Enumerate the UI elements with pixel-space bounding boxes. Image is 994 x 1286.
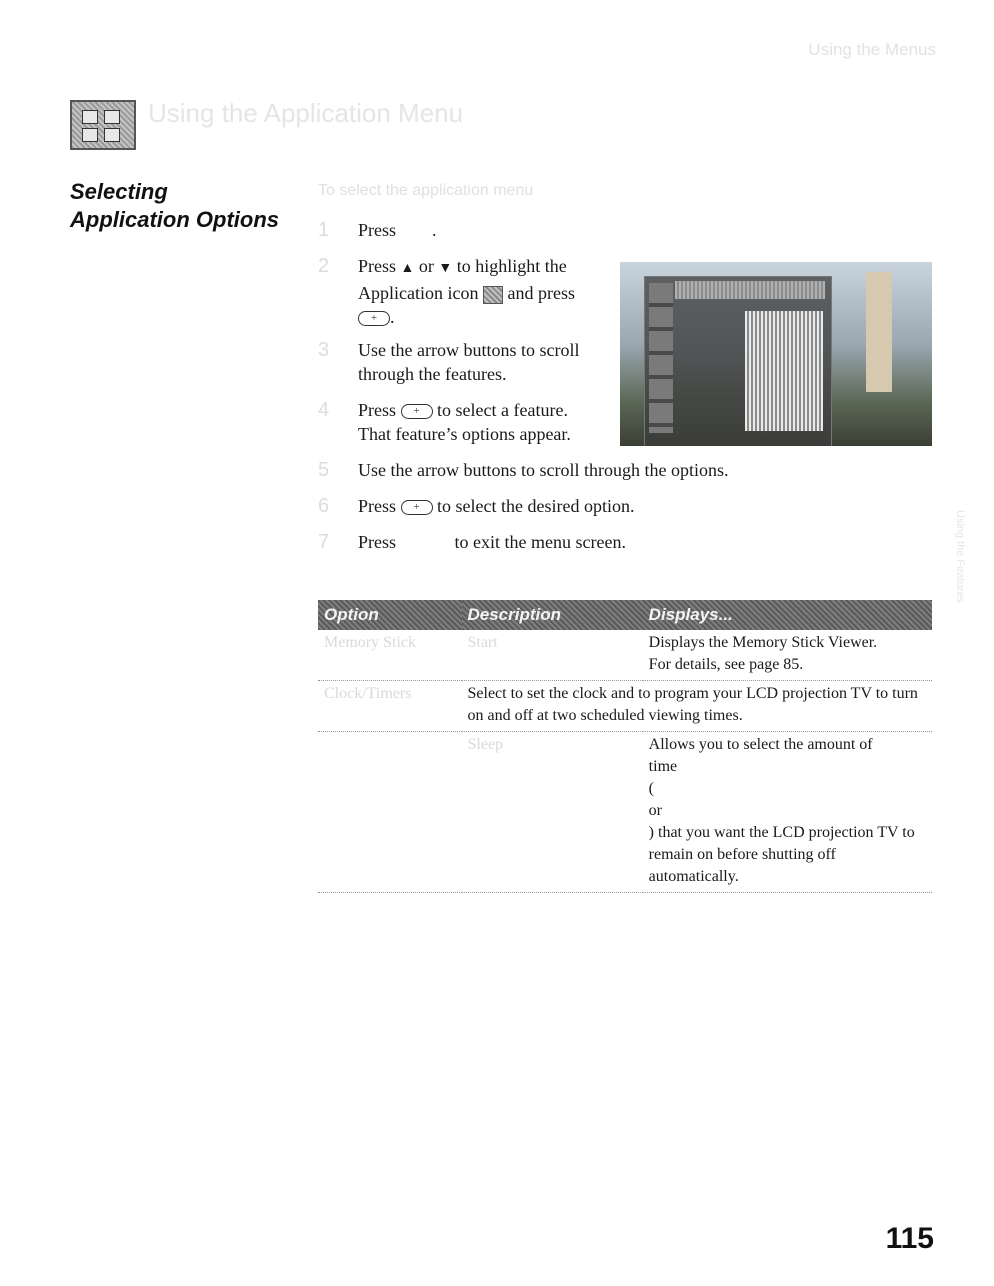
step-6 <box>318 494 634 518</box>
displays-text: For details, see page 85. <box>648 656 804 673</box>
options-table <box>318 600 932 893</box>
step-number: 4 <box>318 399 330 421</box>
description-cell: Start <box>462 630 643 681</box>
enter-button-icon: + <box>358 311 390 326</box>
intro-text: To select the application menu <box>318 182 534 199</box>
step-text: . <box>432 220 437 240</box>
step-text: or <box>418 256 434 276</box>
step-number: 1 <box>318 219 330 241</box>
table-header-row <box>318 600 932 630</box>
step-text: Press <box>358 256 397 276</box>
up-arrow-icon: ▲ <box>400 261 415 276</box>
option-cell <box>318 732 462 893</box>
column-header: Displays... <box>643 600 932 630</box>
step-text: Use the arrow buttons to scroll <box>358 340 580 360</box>
step-7 <box>318 530 626 554</box>
side-heading <box>70 178 279 234</box>
down-arrow-icon: ▼ <box>438 261 453 276</box>
step-4 <box>318 398 618 446</box>
enter-button-icon: + <box>401 404 433 419</box>
step-1 <box>318 218 437 242</box>
column-header: Description <box>462 600 643 630</box>
application-icon <box>483 286 503 304</box>
step-text: Press <box>358 532 397 552</box>
table-row <box>318 630 932 681</box>
menu-title-bar <box>675 281 825 299</box>
section-header-label: Using the Menus <box>808 40 936 59</box>
description-cell: Select to set the clock and to program your LCD projection TV to turn on and off at two scheduled viewing times. <box>462 681 933 732</box>
step-number: 2 <box>318 255 330 277</box>
step-number: 3 <box>318 339 330 361</box>
side-heading-line1: Selecting <box>70 179 168 204</box>
option-cell: Memory Stick <box>318 630 462 681</box>
step-3 <box>318 338 608 386</box>
step-text: through the features. <box>358 364 507 384</box>
step-number: 5 <box>318 459 330 481</box>
step-text: Press <box>358 220 397 240</box>
side-tab-label: Using the Features <box>954 510 966 603</box>
step-text: That feature’s options appear. <box>358 424 571 444</box>
page-number: 115 <box>885 1222 934 1255</box>
table-row <box>318 732 932 893</box>
displays-text: ) that you want the LCD projection TV to remain on before shutting off automatically. <box>648 824 915 885</box>
table-row <box>318 681 932 732</box>
step-number: 7 <box>318 531 330 553</box>
enter-button-icon: + <box>401 500 433 515</box>
displays-text: or <box>648 802 662 819</box>
step-2: 2 Press ▲ or ▼ to highlight the Application icon and press + . <box>318 255 575 327</box>
step-text: Application icon <box>358 283 479 303</box>
tv-menu-panel <box>644 276 832 446</box>
displays-cell <box>643 630 932 681</box>
step-text: to select the desired option. <box>437 496 635 516</box>
description-cell: Sleep <box>462 732 643 893</box>
tower-image <box>866 272 892 392</box>
menu-option-grid <box>745 311 823 431</box>
application-icon <box>70 100 136 150</box>
step-text: Press <box>358 496 397 516</box>
step-text: to select a feature. <box>437 400 568 420</box>
tv-menu-screenshot <box>620 262 932 446</box>
displays-cell <box>643 732 932 893</box>
step-text: Use the arrow buttons to scroll through the options. <box>358 460 729 480</box>
menu-icon-strip <box>649 283 673 433</box>
displays-text: Allows you to select the amount of <box>648 736 873 753</box>
column-header: Option <box>318 600 462 630</box>
step-number: 6 <box>318 495 330 517</box>
step-5 <box>318 458 728 482</box>
section-title: Using the Application Menu <box>148 98 464 128</box>
displays-text: time ( <box>648 758 678 797</box>
side-heading-line2: Application Options <box>70 207 279 232</box>
step-text: Press <box>358 400 397 420</box>
step-text: to exit the menu screen. <box>454 532 626 552</box>
step-text: and press <box>507 283 575 303</box>
option-cell: Clock/Timers <box>318 681 462 732</box>
step-text: to highlight the <box>456 256 567 276</box>
displays-text: Displays the Memory Stick Viewer. <box>648 634 878 651</box>
